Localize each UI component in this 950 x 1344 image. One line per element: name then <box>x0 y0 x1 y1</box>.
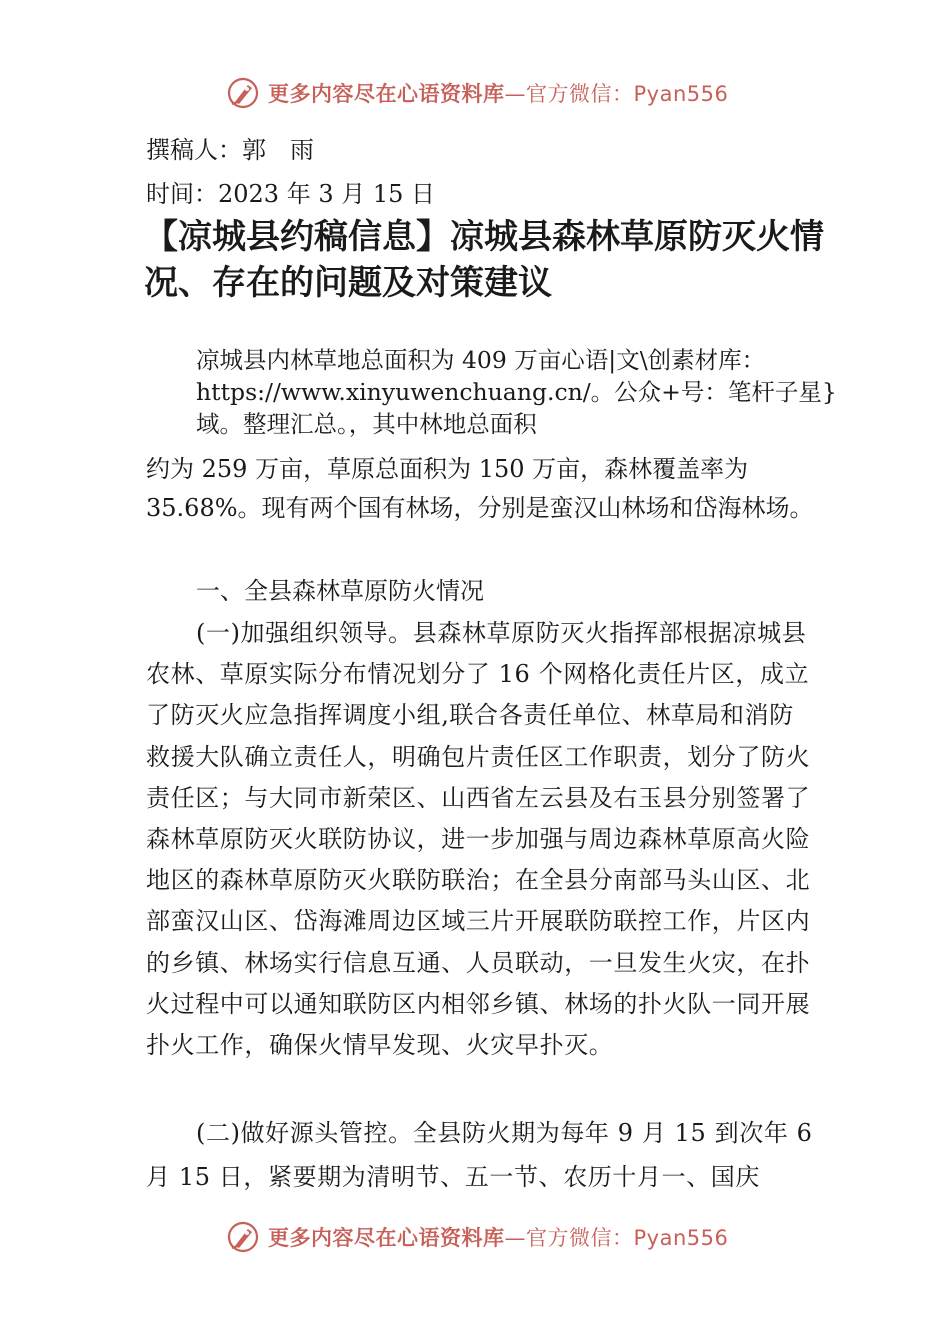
author-line: 撰稿人：郭 雨 <box>146 136 314 164</box>
pen-nib-logo-icon <box>226 76 260 110</box>
section-paragraph-2: (二)做好源头管控。全县防火期为每年 9 月 15 到次年 6 月 15 日，紧要期为清明节、五一节、农历十月一、国庆 <box>146 1119 813 1191</box>
document-title: 【凉城县约稿信息】凉城县森林草原防灭火情况、存在的问题及对策建议 <box>144 217 824 303</box>
watermark-text: 更多内容尽在心语资料库—官方微信：Pyan556 <box>268 1226 729 1250</box>
watermark-header <box>226 75 728 111</box>
intro-paragraph: 凉城县内林草地总面积为 409 万亩心语|文\创素材库：https://www.xinyuwenchuang.cn/。公众+号：笔杆子星}域。整理汇总。，其中林地总面积 <box>196 346 837 438</box>
pen-nib-logo-icon <box>226 1220 260 1254</box>
date-line: 时间：2023 年 3 月 15 日 <box>146 180 436 208</box>
section-paragraph-1: (一)加强组织领导。县森林草原防灭火指挥部根据凉城县农林、草原实际分布情况划分了 16 个网格化责任片区，成立了防灭火应急指挥调度小组,联合各责任单位、林草局和消防救援大队确立责任人，明确包片责任区工作职责，划分了防火责任区；与大同市新荣区、山西省左云县及右玉县分别签署了森林草原防灭火联防协议，进一步加强与周边森林草原高火险地区的森林草原防灭火联防联治；在全县分南部马头山区、北部蛮汉山区、岱海滩周边区域三片开展联防联控工作，片区内的乡镇、林场实行信息互通、人员联动，一旦发生火灾，在扑火过程中可以通知联防区内相邻乡镇、林场的扑火队一同开展扑火工作，确保火情早发现、火灾早扑灭。 <box>146 619 811 1060</box>
watermark-footer <box>226 1219 728 1255</box>
section-heading: 一、全县森林草原防火情况 <box>196 577 484 605</box>
intro-continuation: 约为 259 万亩，草原总面积为 150 万亩，森林覆盖率为 35.68%。现有两个国有林场，分别是蛮汉山林场和岱海林场。 <box>146 455 814 522</box>
watermark-text: 更多内容尽在心语资料库—官方微信：Pyan556 <box>268 82 729 106</box>
